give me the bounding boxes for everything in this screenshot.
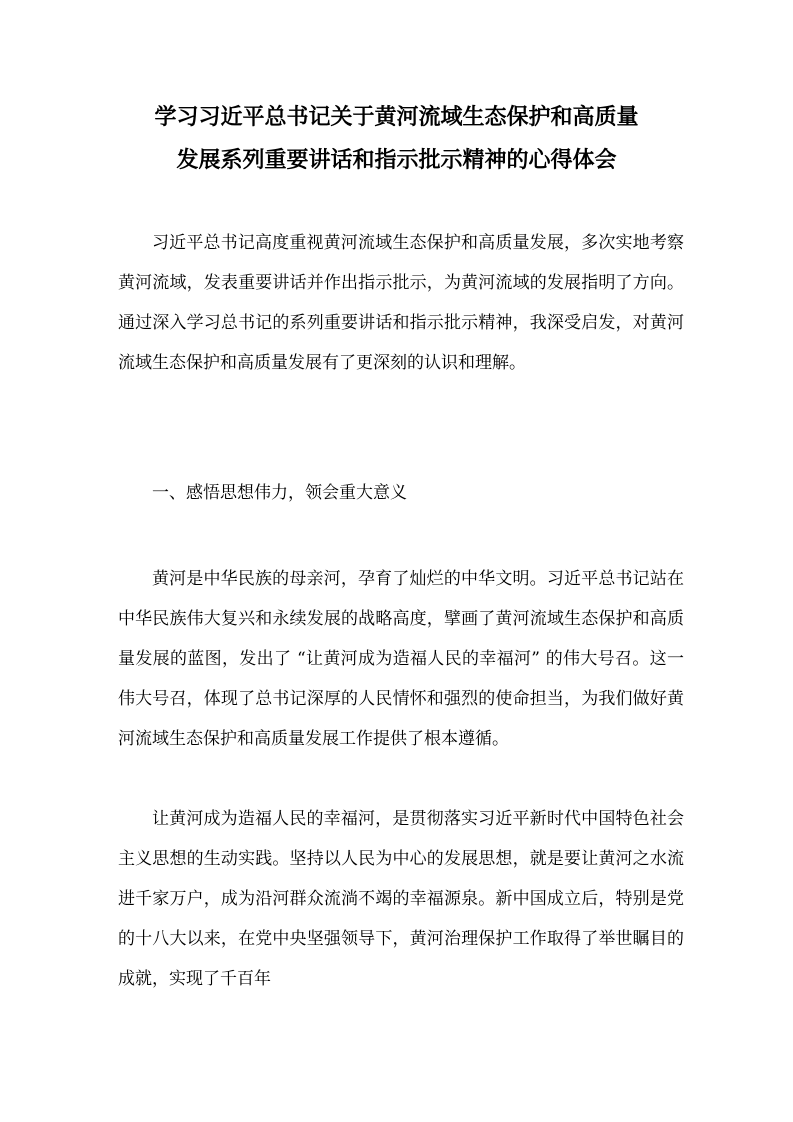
section-1-paragraph-1: 黄河是中华民族的母亲河，孕育了灿烂的中华文明。习近平总书记站在中华民族伟大复兴和永续发展的战略高度，擘画了黄河流域生态保护和高质量发展的蓝图，发出了 “让黄河成为造福人民的幸福河” 的伟大号召。这一伟大号召，体现了总书记深厚的人民情怀和强烈的使命担当，为我们做好黄河流域生态保护和高质量发展工作提供了根本遵循。 [118, 569, 684, 749]
intro-paragraph: 习近平总书记高度重视黄河流域生态保护和高质量发展，多次实地考察黄河流域，发表重要讲话并作出指示批示，为黄河流域的发展指明了方向。通过深入学习总书记的系列重要讲话和指示批示精神，我深受启发，对黄河流域生态保护和高质量发展有了更深刻的认识和理解。 [118, 233, 684, 373]
document-title-line-2: 发展系列重要讲话和指示批示精神的心得体会 [176, 147, 617, 173]
document-title-line-1: 学习习近平总书记关于黄河流域生态保护和高质量 [154, 104, 639, 130]
section-1-paragraph-2: 让黄河成为造福人民的幸福河，是贯彻落实习近平新时代中国特色社会主义思想的生动实践。坚持以人民为中心的发展思想，就是要让黄河之水流进千家万户，成为沿河群众流淌不竭的幸福源泉。新中国成立后，特别是党的十八大以来，在党中央坚强领导下，黄河治理保护工作取得了举世瞩目的成就，实现了千百年 [118, 809, 684, 989]
section-1-heading: 一、感悟思想伟力，领会重大意义 [152, 483, 407, 503]
